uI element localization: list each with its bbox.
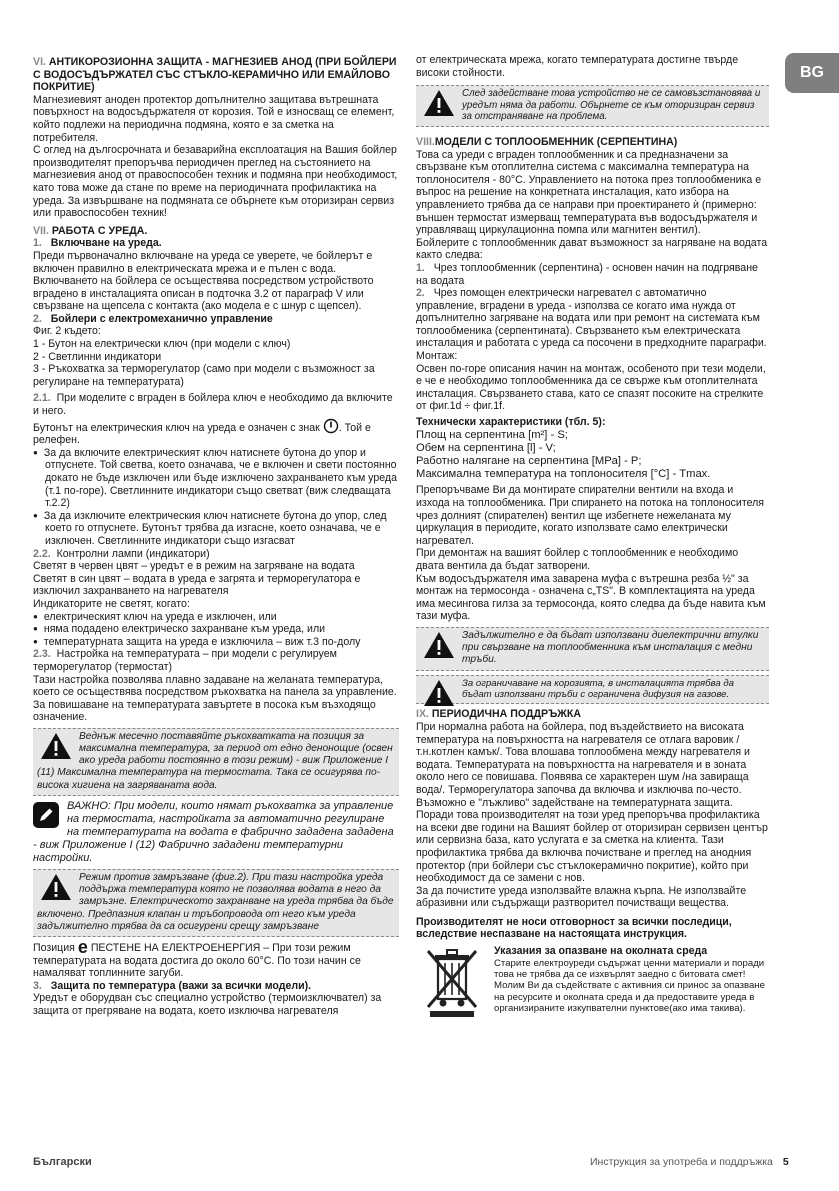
left-column: [33, 54, 399, 1017]
warning-text: Режим против замръзване (фиг.2). При тази настройка уреда поддържа температура която не позволява водата в него да замръзне. Електрическото захранване на уреда трябва да бъде включено. Предпазния клапан и тръбопровода от него към уреда задължително трябва да са осигурени срещу замръзване: [37, 871, 394, 932]
tech-item: Работно налягане на серпентина [MPa] - P;: [416, 455, 642, 468]
subsection-heading: 1. Включване на уреда.: [33, 237, 162, 250]
list-item: 2. Чрез помощен електрически нагревател с автоматично управление, вградени в уреда - използва се когато има нужда от допълнително загряване на водата или при ремонт на системата към топлообменика (серпентината). Свързването към електрическата инсталация и работата с уреда са посочени в предходните параграфи.: [416, 287, 767, 350]
paragraph: Магнезиевият аноден протектор допълнително защитава вътрешната повърхност на водосъдържателя от корозия. Той е износващ се елемент, който подлежи на периодична подмяна, която е за сметка на потребителя.: [33, 93, 395, 144]
warning-icon: [422, 630, 456, 660]
paragraph: Монтаж:: [416, 350, 458, 363]
warning-box: [416, 627, 769, 671]
environment-text: Старите електроуреди съдържат ценни материали и поради това не трябва да се изхвърлят заедно с битовата смет! Молим Ви да съдействате с активния си принос за опазване на ресурсите и околната среда и да предоставите уреда в организираните изкупвателни пунктове(ако има такива).: [494, 957, 765, 1015]
list-item: ● За да включите електрическият ключ натиснете бутона до упор и отпуснете. Той светва, което означава, че е включен и свети постоянно докато не бъде изключен или бъде изключено захранването към уреда (т.1 по-горе). Светлинните индикатори също светват (виж следващата т.2.2): [33, 447, 399, 510]
list-item: ● температурната защита на уреда е изключила – виж т.3 по-долу: [33, 636, 399, 649]
figure-item: 2 - Светлинни индикатори: [33, 350, 162, 363]
tech-item: Площ на серпентина [m²] - S;: [416, 428, 568, 441]
tech-heading: Технически характеристики (тбл. 5):: [416, 416, 606, 429]
list-item: 1. Чрез топлообменник (серпентина) - основен начин на подгряване на водата: [416, 261, 758, 287]
footer-language: Български: [33, 1156, 92, 1168]
paragraph: Към водосъдържателя има заварена муфа с вътрешна резба ½" за монтаж на термосонда - означена с„TS". В комплектацията на уреда има месингова гилза за термосонда, която следва да бъде навита към тази муфа.: [416, 572, 766, 623]
paragraph: 2.1. При моделите с вграден в бойлера ключ е необходимо да включите и него.: [33, 392, 393, 418]
warning-box: [416, 85, 769, 127]
power-icon: [323, 418, 339, 434]
paragraph: Преди първоначално включване на уреда се уверете, че бойлерът е включен правилно в електрическата мрежа и е пълен с вода. Включването на бойлера се осъществява посредством устройството вградено в инсталацията описан в подточка 3.2 от параграф V или свързване на щепсела с контакта (ако модела е с шнур с щепсел).: [33, 249, 374, 313]
subsection-heading: 2. Бойлери с електромеханично управление: [33, 312, 273, 325]
list-item: ● За да изключите електрическия ключ натиснете бутона до упор, след което го отпуснете. Бутонът трябва да изгасне, което означава, че е изключен. Светлинните индикатори също изгасват: [33, 510, 399, 548]
paragraph: Светят в син цвят – водата в уреда е загрята и терморегулатора е изключил захранването на нагревателя: [33, 572, 361, 598]
paragraph: При нормална работа на бойлера, под въздействието на високата температура на повърхността на нагревателя се отлага варовик /т.н.котлен камък/. Това влошава топлообмена между нагревателя и водата. Температурата на повърхността на нагревателя и в зоната около него се повишава. Появява се характерен шум /на завираща вода/. Терморегулатора започва да включва и изключва по-често. Възможно е "лъжливо" задействане на температурната защита. Поради това производителят на този уред препоръчва профилактика на всеки две години на Вашият бойлер от оторизиран сервизен център или сервизна база, като услугата е за сметка на клиента. Тази профилактика трябва да включва почистване и преглед на анодния протектор (при бойлери със стъклокерамично покритие), който при необходимост да се замени с нов.: [416, 720, 768, 885]
section-7-heading: VII. РАБОТА С УРЕДА.: [33, 224, 148, 237]
paragraph: При демонтаж на вашият бойлер с топлообменник е необходимо двата вентила да бъдат затворени.: [416, 547, 739, 572]
warning-icon: [39, 872, 73, 902]
paragraph: 2.3. Настройка на температурата – при модели с регулируем терморегулатор (термостат): [33, 648, 337, 673]
paragraph: Индикаторите не светят, когато:: [33, 597, 190, 610]
subsection-heading: 3. Защита по температура (важи за всички модели).: [33, 979, 312, 992]
warning-box: [33, 728, 399, 796]
paragraph: Светят в червен цвят – уредът е в режим на загряване на водата: [33, 560, 355, 573]
tech-item: Максимална температура на топлоносителя [°C] - Tmax.: [416, 468, 711, 481]
paragraph: Бутонът на електрическия ключ на уреда е означен с знак . Той е релефен.: [33, 418, 399, 447]
section-6-heading: VI. АНТИКОРОЗИОННА ЗАЩИТА - МАГНЕЗИЕВ АНОД (ПРИ БОЙЛЕРИ С ВОДОСЪДЪРЖАТЕЛ СЪС СТЪКЛО-КЕРАМИЧНО ИЛИ ЕМАЙЛОВО ПОКРИТИЕ): [33, 56, 397, 94]
note-text: ВАЖНО: При модели, които нямат ръкохватка за управление на термостата, настройката за автоматично регулиране на температурата на водата е фабрично зададена зададена - виж Приложение I (12) Фабрично зададени температурни настройки.: [33, 799, 394, 864]
section-9-heading: IX. ПЕРИОДИЧНА ПОДДРЪЖКА: [416, 708, 581, 721]
paragraph: С оглед на дългосрочната и безаварийна експлоатация на Вашия бойлер производителят препоръчва периодичен преглед на състоянието на магнезиевия анод от правоспособен техник и подмяна при необходимост, като това може да стане по време на периодичната профилактика на уреда. За извършване на подмяната се обърнете към оторизиран сервиз или правоспособен техник!: [33, 144, 398, 220]
paragraph: от електрическата мрежа, когато температурата достигне твърде високи стойности.: [416, 54, 739, 79]
liability-notice: Производителят не носи отговорност за всички последици, вследствие неспазване на настоящата инструкция.: [416, 915, 732, 941]
paragraph: За да почистите уреда използвайте влажна кърпа. Не използвайте абразивни или съдържащи разтворител почистващи вещества.: [416, 884, 747, 910]
warning-text: Веднъж месечно поставяйте ръкохватката на позиция за максимална температура, за период от едно денонощие (освен ако уреда работи постоянно в този режим) - виж Приложение I (11) Максимална температура на термостата. Така се осигурява по-висока хигиена на загряваната вода.: [37, 730, 393, 791]
note-box: [33, 800, 399, 865]
warning-icon: [39, 731, 73, 761]
list-item: ● електрическият ключ на уреда е изключен, или: [33, 611, 399, 624]
weee-bin-icon: [424, 945, 480, 1019]
figure-caption: Фиг. 2 където:: [33, 325, 101, 338]
warning-text: След задействане това устройство не се самовъзстановява и уредът няма да работи. Обърнете се към оторизиран сервиз за отстраняване на проблема.: [462, 88, 761, 123]
footer-doc-title: Инструкция за употреба и поддръжка 5: [590, 1156, 789, 1168]
paragraph: 2.2. Контролни лампи (индикатори): [33, 547, 210, 560]
environment-title: Указания за опазване на околната среда: [494, 945, 708, 958]
paragraph: Позиция e ПЕСТЕНЕ НА ЕЛЕКТРОЕНЕРГИЯ – При този режим температурата на водата достига до около 60°C. По този начин се намаляват топлинните загуби.: [33, 936, 361, 980]
list-item: ● няма подадено електрическо захранване към уреда, или: [33, 623, 399, 636]
eco-mode-icon: e: [77, 936, 88, 957]
tech-item: Обем на серпентина [l] - V;: [416, 441, 556, 454]
warning-text: За ограничаване на корозията, в инсталацията трябва да бъдат използвани тръби с ограничена дифузия на газове.: [462, 677, 734, 700]
section-8-heading: VIII.МОДЕЛИ С ТОПЛООБМЕННИК (СЕРПЕНТИНА): [416, 135, 678, 148]
paragraph: Бойлерите с топлообменник дават възможност за нагряване на водата както следва:: [416, 236, 768, 262]
warning-icon: [422, 88, 456, 118]
language-badge: BG: [785, 53, 839, 93]
figure-item: 1 - Бутон на електрически ключ (при модели с ключ): [33, 338, 291, 351]
pen-icon: [33, 802, 59, 828]
right-column: [416, 54, 769, 1019]
warning-box: [33, 869, 399, 937]
environment-notice: [416, 945, 769, 1019]
page-number: 5: [782, 1156, 789, 1168]
paragraph: Освен по-горе описания начин на монтаж, особеното при тези модели, е че е необходимо топлообменника да се свърже към отоплителната инсталация. Свързването става, като се спазят посоките на стрелките от фиг.1d ÷ фиг.1f.: [416, 362, 766, 413]
warning-icon: [422, 678, 456, 708]
figure-item: 3 - Ръкохватка за терморегулатор (само при модели с възможност за регулиране на температурата): [33, 363, 375, 388]
paragraph: Уредът е оборудван със специално устройство (термоизключвател) за защита от прегряване на водата, което изключва нагревателя: [33, 992, 382, 1017]
paragraph: Това са уреди с вграден топлообменник и са предназначени за свързване към отоплителна система с максимална температура на топлоносителя - 80°C. Управлението на потока през топлообменика е въпрос на решение на конкретната инсталация, като избора на управлението трябва да се направи при проектирането ѝ (примерно: външен термостат измерващ температурата във водосъдържателя и управляващ циркулационна помпа или магнитен вентил).: [416, 148, 762, 237]
paragraph: Препоръчваме Ви да монтирате спирателни вентили на входа и изхода на топлообменика. При спирането на потока на топлоносителя чрез долният (спирателен) вентил ще избегнете нежеланата му циркулация в периодите, когато използвате само електрически нагревател.: [416, 484, 765, 547]
warning-box: [416, 675, 769, 705]
warning-text: Задължително е да бъдат използвани диелектрични втулки при свързване на топлообменника към инсталация с медни тръби.: [462, 629, 759, 666]
paragraph: Тази настройка позволява плавно задаване на желаната температура, което се осъществява посредством ръкохватка на панела за управление. За повишаване на температурата завъртете в посока към възходящо означение.: [33, 673, 397, 724]
